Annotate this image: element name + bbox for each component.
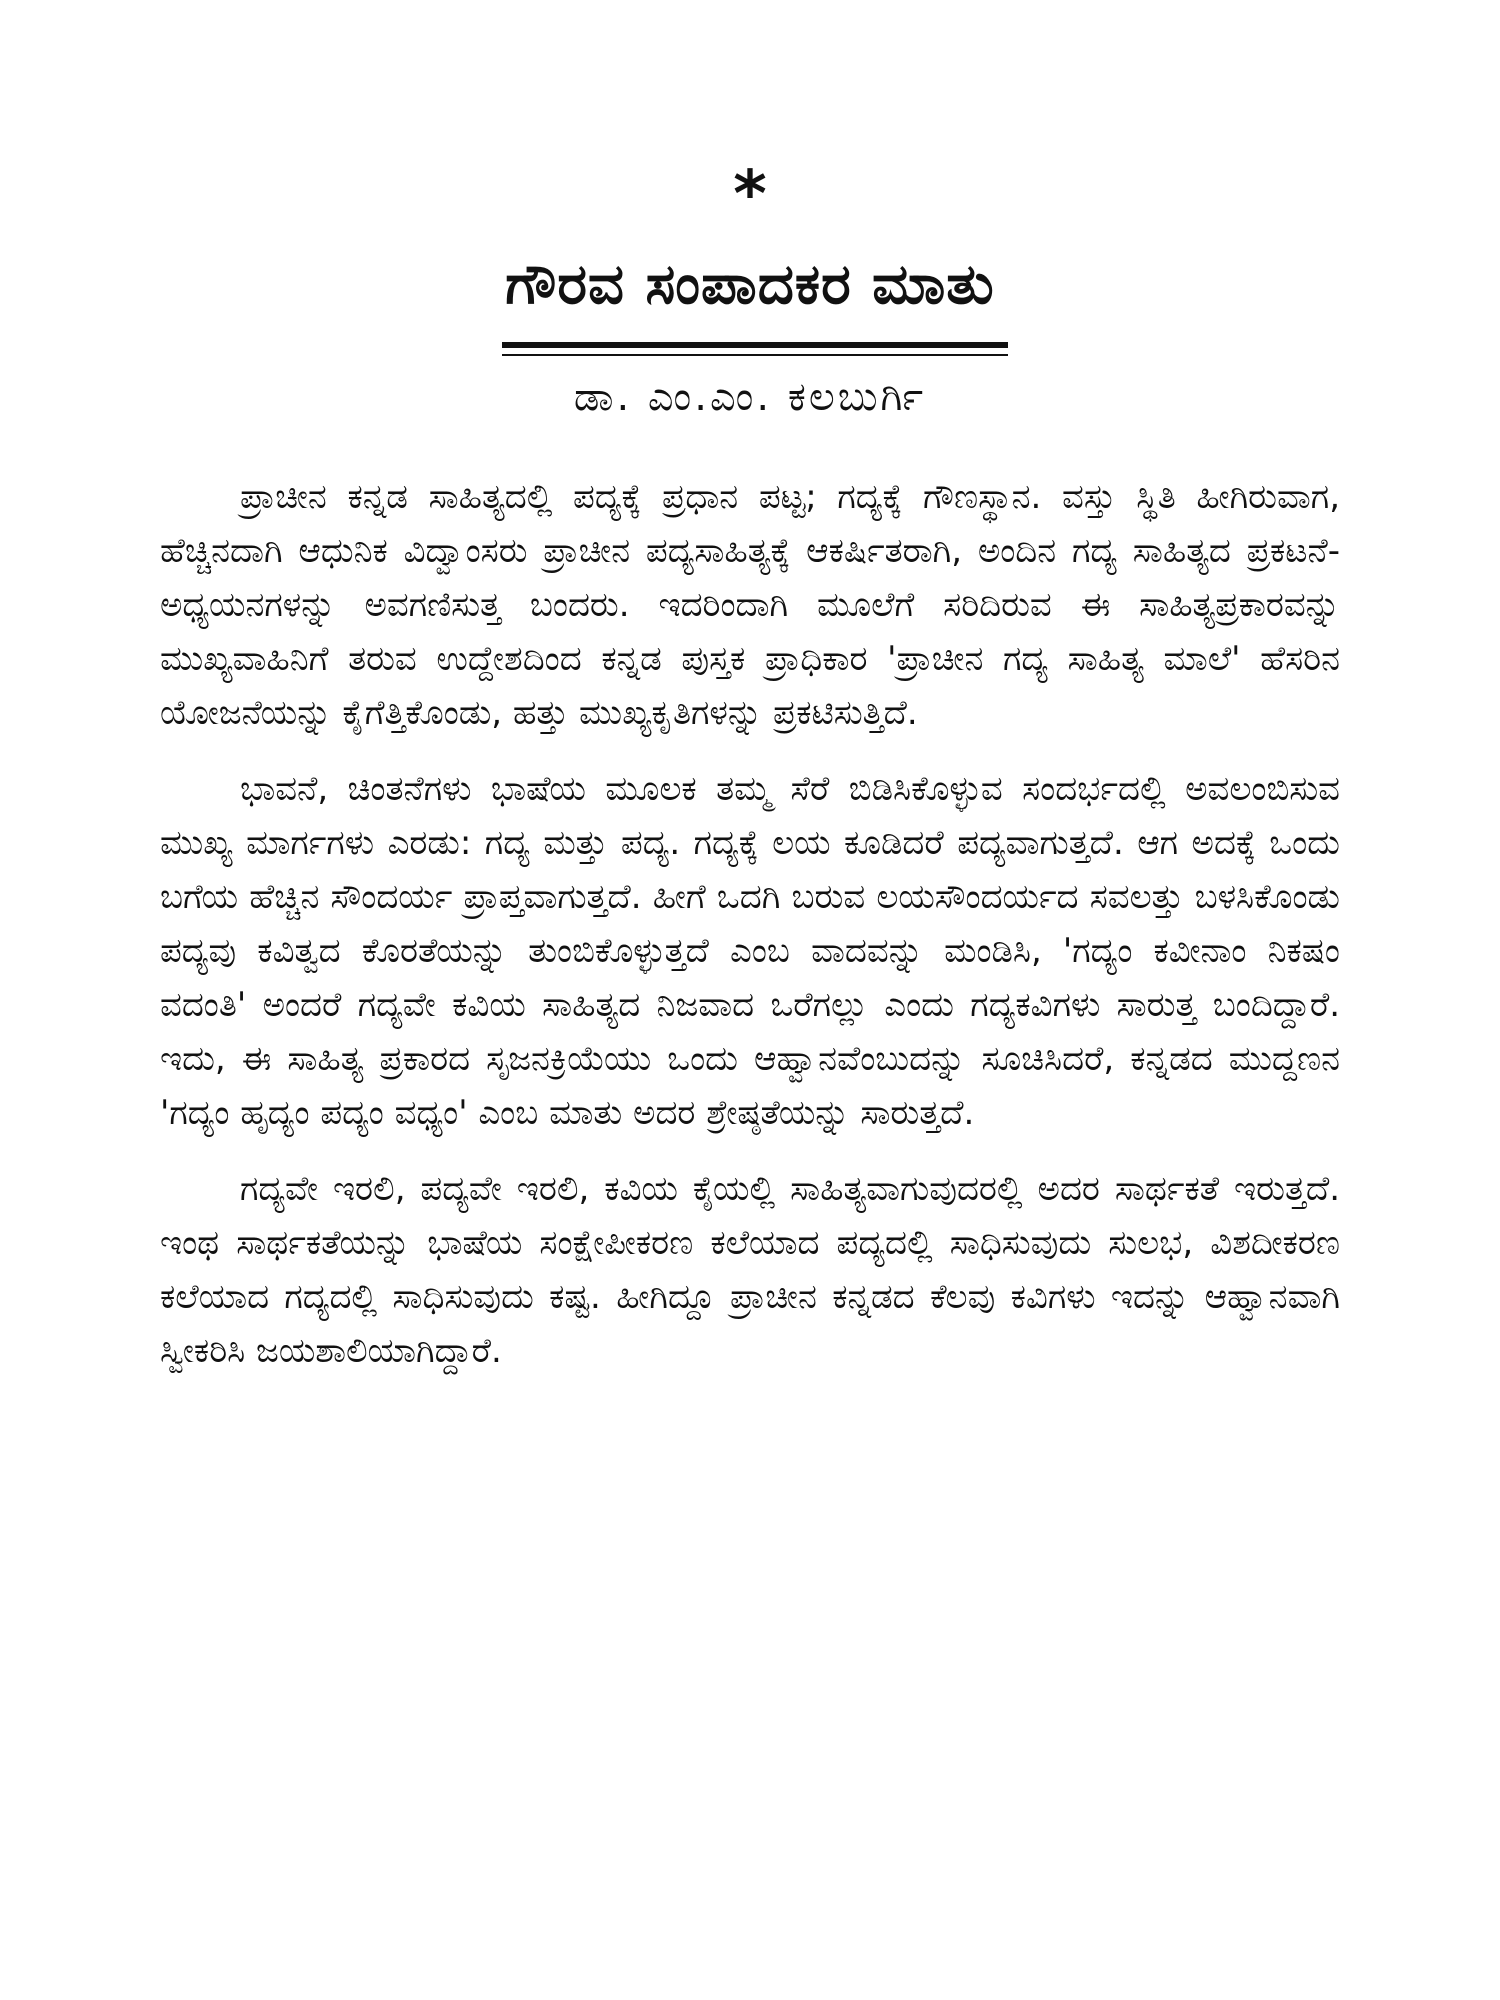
author-name: ಡಾ. ಎಂ.ಎಂ. ಕಲಬುರ್ಗಿ bbox=[573, 374, 927, 420]
paragraph-2: ಭಾವನೆ, ಚಿಂತನೆಗಳು ಭಾಷೆಯ ಮೂಲಕ ತಮ್ಮ ಸೆರೆ ಬಿಡಿಸಿಕೊಳ್ಳುವ ಸಂದರ್ಭದಲ್ಲಿ ಅವಲಂಬಿಸುವ ಮುಖ್ಯ ಮಾರ್ಗಗಳು ಎರಡು: ಗದ್ಯ ಮತ್ತು ಪದ್ಯ. ಗದ್ಯಕ್ಕೆ ಲಯ ಕೂಡಿದರೆ ಪದ್ಯವಾಗುತ್ತದೆ. ಆಗ ಅದಕ್ಕೆ ಒಂದು ಬಗೆಯ ಹೆಚ್ಚಿನ ಸೌಂದರ್ಯ ಪ್ರಾಪ್ತವಾಗುತ್ತದೆ. ಹೀಗೆ ಒದಗಿ ಬರುವ ಲಯಸೌಂದರ್ಯದ ಸವಲತ್ತು ಬಳಸಿಕೊಂಡು ಪದ್ಯವು ಕವಿತ್ವದ ಕೊರತೆಯನ್ನು ತುಂಬಿಕೊಳ್ಳುತ್ತದೆ ಎಂಬ ವಾದವನ್ನು ಮಂಡಿಸಿ, 'ಗದ್ಯಂ ಕವೀನಾಂ ನಿಕಷಂ ವದಂತಿ' ಅಂದರೆ ಗದ್ಯವೇ ಕವಿಯ ಸಾಹಿತ್ಯದ ನಿಜವಾದ ಒರೆಗಲ್ಲು ಎಂದು ಗದ್ಯಕವಿಗಳು ಸಾರುತ್ತ ಬಂದಿದ್ದಾರೆ. ಇದು, ಈ ಸಾಹಿತ್ಯ ಪ್ರಕಾರದ ಸೃಜನಕ್ರಿಯೆಯು ಒಂದು ಆಹ್ವಾನವೆಂಬುದನ್ನು ಸೂಚಿಸಿದರೆ, ಕನ್ನಡದ ಮುದ್ದಣನ 'ಗದ್ಯಂ ಹೃದ್ಯಂ ಪದ್ಯಂ ವಧ್ಯಂ' ಎಂಬ ಮಾತು ಅದರ ಶ್ರೇಷ್ಠತೆಯನ್ನು ಸಾರುತ್ತದೆ. bbox=[160, 769, 1340, 1133]
title-rule-thick bbox=[502, 342, 1008, 348]
paragraph-1: ಪ್ರಾಚೀನ ಕನ್ನಡ ಸಾಹಿತ್ಯದಲ್ಲಿ ಪದ್ಯಕ್ಕೆ ಪ್ರಧಾನ ಪಟ್ಟ; ಗದ್ಯಕ್ಕೆ ಗೌಣಸ್ಥಾನ. ವಸ್ತು ಸ್ಥಿತಿ ಹೀಗಿರುವಾಗ, ಹೆಚ್ಚಿನದಾಗಿ ಆಧುನಿಕ ವಿದ್ವಾಂಸರು ಪ್ರಾಚೀನ ಪದ್ಯಸಾಹಿತ್ಯಕ್ಕೆ ಆಕರ್ಷಿತರಾಗಿ, ಅಂದಿನ ಗದ್ಯ ಸಾಹಿತ್ಯದ ಪ್ರಕಟನೆ- ಅಧ್ಯಯನಗಳನ್ನು ಅವಗಣಿಸುತ್ತ ಬಂದರು. ಇದರಿಂದಾಗಿ ಮೂಲೆಗೆ ಸರಿದಿರುವ ಈ ಸಾಹಿತ್ಯಪ್ರಕಾರವನ್ನು ಮುಖ್ಯವಾಹಿನಿಗೆ ತರುವ ಉದ್ದೇಶದಿಂದ ಕನ್ನಡ ಪುಸ್ತಕ ಪ್ರಾಧಿಕಾರ 'ಪ್ರಾಚೀನ ಗದ್ಯ ಸಾಹಿತ್ಯ ಮಾಲೆ' ಹೆಸರಿನ ಯೋಜನೆಯನ್ನು ಕೈಗೆತ್ತಿಕೊಂಡು, ಹತ್ತು ಮುಖ್ಯಕೃತಿಗಳನ್ನು ಪ್ರಕಟಿಸುತ್ತಿದೆ. bbox=[160, 477, 1340, 733]
asterisk-ornament: * bbox=[733, 158, 767, 232]
title-rule-thin bbox=[502, 354, 1008, 356]
body-text bbox=[160, 470, 1340, 1400]
paragraph-3: ಗದ್ಯವೇ ಇರಲಿ, ಪದ್ಯವೇ ಇರಲಿ, ಕವಿಯ ಕೈಯಲ್ಲಿ ಸಾಹಿತ್ಯವಾಗುವುದರಲ್ಲಿ ಅದರ ಸಾರ್ಥಕತೆ ಇರುತ್ತದೆ. ಇಂಥ ಸಾರ್ಥಕತೆಯನ್ನು ಭಾಷೆಯ ಸಂಕ್ಷೇಪೀಕರಣ ಕಲೆಯಾದ ಪದ್ಯದಲ್ಲಿ ಸಾಧಿಸುವುದು ಸುಲಭ, ವಿಶದೀಕರಣ ಕಲೆಯಾದ ಗದ್ಯದಲ್ಲಿ ಸಾಧಿಸುವುದು ಕಷ್ಟ. ಹೀಗಿದ್ದೂ ಪ್ರಾಚೀನ ಕನ್ನಡದ ಕೆಲವು ಕವಿಗಳು ಇದನ್ನು ಆಹ್ವಾನವಾಗಿ ಸ್ವೀಕರಿಸಿ ಜಯಶಾಲಿಯಾಗಿದ್ದಾರೆ. bbox=[160, 1169, 1340, 1371]
page-title: ಗೌರವ ಸಂಪಾದಕರ ಮಾತು bbox=[505, 252, 995, 317]
